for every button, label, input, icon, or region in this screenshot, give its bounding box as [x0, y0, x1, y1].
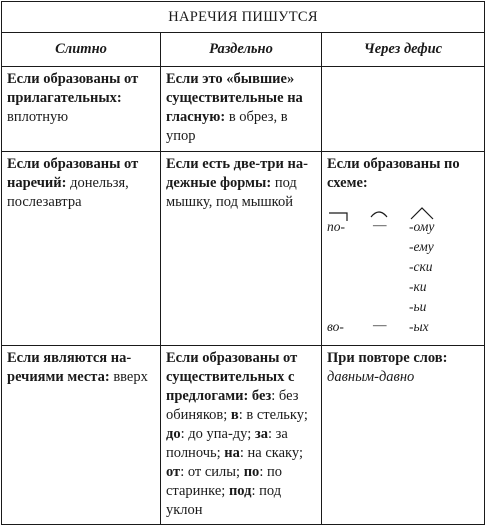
morpheme-marks	[327, 195, 486, 221]
table-row	[2, 346, 484, 524]
rule-text: Если образованы от прилагательных:	[7, 71, 139, 106]
header-together: Слитно	[2, 32, 161, 66]
rule-text: Если являются на-речиями места:	[7, 350, 132, 385]
table-row	[2, 67, 484, 152]
example-text: на скаку	[247, 445, 299, 461]
preposition: под	[228, 483, 252, 499]
suffix: -ски	[409, 259, 433, 274]
table-title: НАРЕЧИЯ ПИШУТСЯ	[2, 2, 484, 33]
cell-separate	[161, 152, 322, 345]
example-text: от силы	[187, 464, 237, 480]
example-text: давным-давно	[327, 369, 415, 385]
suffix: -ому	[409, 219, 435, 234]
rule-text: Если образованы по схеме:	[327, 156, 460, 191]
cell-together	[2, 67, 161, 151]
example-text: под мышку, под мышкой	[166, 175, 297, 210]
header-row	[2, 32, 484, 67]
suffix: -ьи	[409, 299, 427, 314]
preposition: от	[166, 464, 181, 480]
rule-text: Если образованы от наречий:	[7, 156, 139, 191]
cell-separate	[161, 346, 322, 524]
example-text: до упа-ду	[188, 426, 248, 442]
rule-text: Если есть две-три на-дежные формы:	[166, 156, 308, 191]
example-text: за полночь	[166, 426, 288, 461]
cell-hyphen	[322, 152, 484, 345]
suffix: -ых	[409, 319, 429, 334]
cell-hyphen-empty	[322, 67, 484, 151]
example-text: вплотную	[7, 109, 69, 125]
rule-text: При повторе слов:	[327, 350, 448, 366]
example-text: вверх	[113, 369, 148, 385]
adverb-spelling-table	[1, 1, 485, 525]
table-row	[2, 152, 484, 346]
header-hyphen: Через дефис	[363, 40, 443, 57]
header-separate: Раздельно	[161, 32, 322, 66]
preposition: на	[224, 445, 240, 461]
prefix-vo: во-	[327, 319, 344, 334]
preposition: за	[254, 426, 268, 442]
preposition: по	[243, 464, 260, 480]
scheme-diagram	[327, 193, 480, 334]
example-text: по старинке	[166, 464, 282, 499]
rule-text: Если образованы от существительных с предлогами:	[166, 350, 298, 404]
cell-together	[2, 152, 161, 345]
preposition: до	[166, 426, 181, 442]
example-text: в обрез, в упор	[166, 109, 288, 144]
suffix: -ему	[409, 239, 434, 254]
cell-together	[2, 346, 161, 524]
preposition: без	[251, 388, 272, 404]
example-text: донельзя, послезавтра	[7, 175, 129, 210]
root-dash: —	[373, 317, 387, 332]
preposition: в	[230, 407, 239, 423]
example-text: в стельку	[246, 407, 304, 423]
rule-text: Если это «бывшие» существительные на гласную:	[166, 71, 303, 125]
preposition-examples: без: без обиняков; в: в стельку; до: до упа-ду; за: за полночь; на: на скаку; от: от силы; по: по старинке; под: под уклон	[166, 388, 308, 518]
suffix: -ки	[409, 279, 427, 294]
example-text: без обиняков	[166, 388, 299, 423]
root-dash: —	[373, 217, 387, 232]
example-text: под уклон	[166, 483, 282, 518]
cell-separate	[161, 67, 322, 151]
prefix-po: по-	[327, 219, 345, 234]
cell-hyphen	[322, 346, 484, 524]
